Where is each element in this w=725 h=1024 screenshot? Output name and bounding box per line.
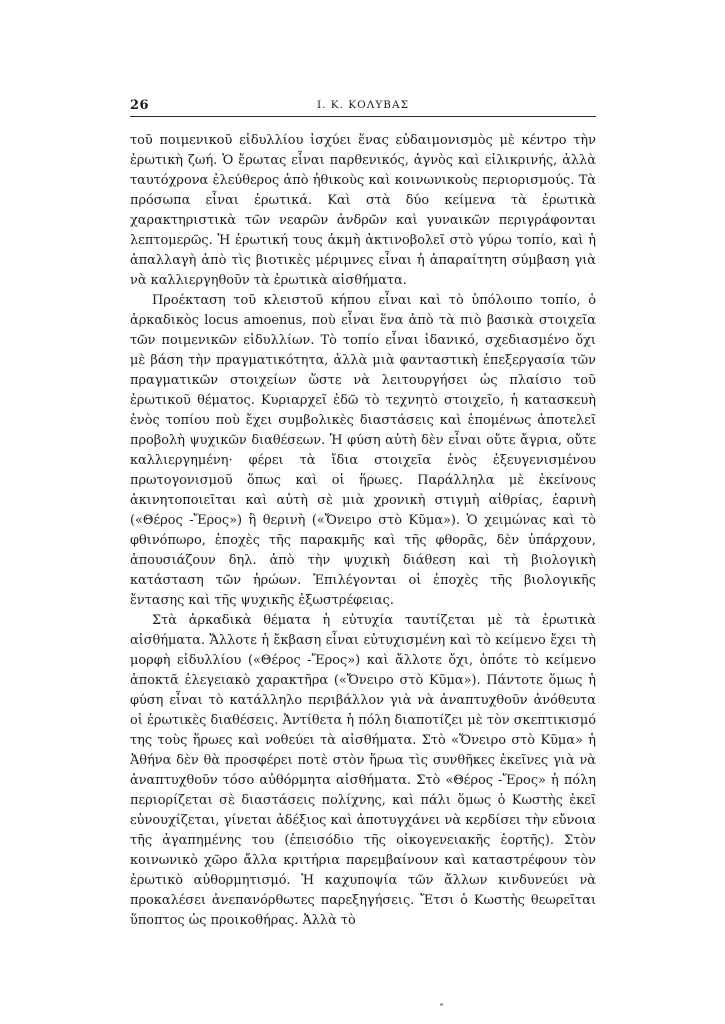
paper-speck: [440, 1003, 443, 1006]
header-author: Ι. Κ. ΚΟΛΥΒΑΣ: [316, 99, 410, 111]
paragraph-3: Στὰ ἀρκαδικὰ θέματα ἡ εὐτυχία ταυτίζεται μὲ τὰ ἐρωτικὰ αἰσθήματα. Ἄλλοτε ἡ ἔκβαση εἶναι εὐτυχισμένη καὶ τὸ κείμενο ἔχει τὴ μορφὴ εἰδυλλίου («Θέρος -Ἔρος») καὶ ἄλλοτε ὄχι, ὁπότε τὸ κείμενο ἀποκτᾶ ἐλεγειακὸ χαρακτῆρα («Ὄνειρο στὸ Κῦμα»). Πάντοτε ὅμως ἡ φύση εἶναι τὸ κατάλληλο περιβάλλον γιὰ νὰ ἀναπτυχθοῦν ἀνόθευτα οἱ ἐρωτικὲς διαθέσεις. Ἀντίθετα ἡ πόλη διαποτίζει μὲ τὸν σκεπτικισμό της τοὺς ἥρωες καὶ νοθεύει τὰ αἰσθήματα. Στὸ «Ὄνειρο στὸ Κῦμα» ἡ Ἀθήνα δὲν θὰ προσφέρει ποτὲ στὸν ἥρωα τὶς συνθῆκες ἐκεῖνες γιὰ νὰ ἀναπτυχθοῦν τόσο αὐθόρμητα αἰσθήματα. Στὸ «Θέρος -Ἔρος» ἡ πόλη περιορίζεται σὲ διαστάσεις πολίχνης, καὶ πάλι ὅμως ὁ Κωστὴς ἐκεῖ εὐνουχίζεται, γίνεται ἀδέξιος καὶ ἀποτυγχάνει νὰ κερδίσει τὴν εὔνοια τῆς ἀγαπημένης του (ἐπεισόδιο τῆς οἰκογενειακῆς ἑορτῆς). Στὸν κοινωνικὸ χῶρο ἄλλα κριτήρια παρεμβαίνουν καὶ καταστρέφουν τὸν ἐρωτικὸ αὐθορμητισμό. Ἡ καχυποψία τῶν ἄλλων κινδυνεύει νὰ προκαλέσει ἀνεπανόρθωτες παρεξηγήσεις. Ἔτσι ὁ Κωστὴς θεωρεῖται ὕποπτος ὡς προικοθήρας. Ἀλλὰ τὸ: [130, 613, 596, 928]
body-text: [130, 131, 596, 931]
paragraph-2: Προέκταση τοῦ κλειστοῦ κήπου εἶναι καὶ τὸ ὑπόλοιπο τοπίο, ὁ ἀρκαδικὸς locus amoenus, ποὺ εἶναι ἕνα ἀπὸ τὰ πιὸ βασικὰ στοιχεῖα τῶν ποιμενικῶν εἰδυλλίων. Τὸ τοπίο εἶναι ἰδανικό, σχεδιασμένο ὄχι μὲ βάση τὴν πραγματικότητα, ἀλλὰ μιὰ φανταστικὴ ἐπεξεργασία τῶν πραγματικῶν στοιχείων ὥστε νὰ λειτουργήσει ὡς πλαίσιο τοῦ ἐρωτικοῦ θέματος. Κυριαρχεῖ ἐδῶ τὸ τεχνητὸ στοιχεῖο, ἡ κατασκευὴ ἑνὸς τοπίου ποὺ ἔχει συμβολικὲς διαστάσεις καὶ ἑπομένως ἀποτελεῖ προβολὴ ψυχικῶν διαθέσεων. Ἡ φύση αὐτὴ δὲν εἶναι οὔτε ἄγρια, οὔτε καλλιεργημένη· φέρει τὰ ἴδια στοιχεῖα ἑνὸς ἐξευγενισμένου πρωτογονισμοῦ ὅπως καὶ οἱ ἥρωες. Παράλληλα μὲ ἐκείνους ἀκινητοποιεῖται καὶ αὐτὴ σὲ μιὰ χρονικὴ στιγμὴ αἰθρίας, ἐαρινὴ («Θέρος -Ἔρος») ἢ θερινὴ («Ὄνειρο στὸ Κῦμα»). Ὁ χειμώνας καὶ τὸ φθινόπωρο, ἐποχὲς τῆς παρακμῆς καὶ τῆς φθορᾶς, δὲν ὑπάρχουν, ἀπουσιάζουν δηλ. ἀπὸ τὴν ψυχικὴ διάθεση καὶ τὴ βιολογικὴ κατάσταση τῶν ἡρώων. Ἐπιλέγονται οἱ ἐποχὲς τῆς βιολογικῆς ἔντασης καὶ τῆς ψυχικῆς ἐξωστρέφειας.: [130, 293, 596, 608]
book-page: [130, 96, 596, 931]
running-header: [130, 96, 596, 117]
paragraph-1: τοῦ ποιμενικοῦ εἰδυλλίου ἰσχύει ἕνας εὐδαιμονισμὸς μὲ κέντρο τὴν ἐρωτικὴ ζωή. Ὁ ἔρωτας εἶναι παρθενικός, ἁγνὸς καὶ εἰλικρινής, ἀλλὰ ταυτόχρονα ἐλεύθερος ἀπὸ ἠθικοὺς καὶ κοινωνικοὺς περιορισμούς. Τὰ πρόσωπα εἶναι ἐρωτικά. Καὶ στὰ δύο κείμενα τὰ ἐρωτικὰ χαρακτηριστικὰ τῶν νεαρῶν ἀνδρῶν καὶ γυναικῶν περιγράφονται λεπτομερῶς. Ἡ ἐρωτική τους ἀκμὴ ἀκτινοβολεῖ στὸ γύρω τοπίο, καὶ ἡ ἀπαλλαγὴ ἀπὸ τὶς βιοτικὲς μέριμνες εἶναι ἡ ἀπαραίτητη σύμβαση γιὰ νὰ καλλιεργηθοῦν τὰ ἐρωτικὰ αἰσθήματα.: [130, 133, 596, 288]
page-number: 26: [130, 98, 150, 113]
